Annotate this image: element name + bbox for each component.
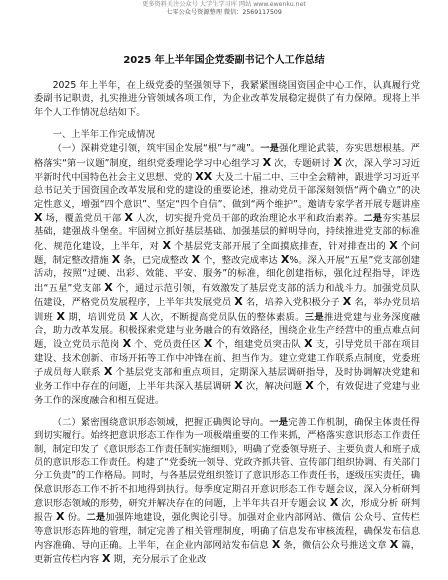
intro-paragraph: 2025 年上半年，在上级党委的坚强领导下，我紧紧围绕国资国企中心工作，认真履行党委副书记职责，扎实推进分管领域各项工作，为企业改革发展稳定提供了有力保障。现将上半年个人工作情况总结如下。: [34, 80, 420, 118]
point-marker: 一是: [269, 416, 289, 428]
document-body: [34, 79, 420, 577]
section-heading-1: 一、上半年工作完成情况: [52, 129, 155, 141]
header-source-line: 更多资料关注公众号 大学生学习库 网站 www.ewenku.net: [142, 1, 306, 8]
page-header: [0, 0, 448, 22]
document-title: 2025 年上半年国企党委副书记个人工作总结: [123, 55, 325, 66]
point-marker: 二是: [86, 512, 106, 524]
section-2-paragraph: （二）紧密围绕意识形态领域，把握正确舆论导向。一是完善工作机制，确保主体责任得到切实履行。始终把意识形态工作作为一项极端重要的工作来抓，严格落实意识形态工作责任制，制定印发了《意识形态工作责任制实施细则》，明确了党委领导班子、主要负责人和班子成员的意识形态工作责任。构建了“党委统一领导、党政齐抓共管、宣传部门组织协调、有关部门分工负责”的工作格局。同时，与各基层党组织签订了意识形态工作责任书，逐级压实责任，确保意识形态工作不折不扣地得到执行。每季度定期召开意识形态工作专题会议，深入分析研判意识形态领域的形势，研究并解决存在的问题，上半年共召开专题会议 X 次，形成分析 研判报告 X 份。二是加强阵地建设，强化舆论引导。加强对企业内部网站、微信 公众号、宣传栏等意识形态阵地的管理，制定完善了相关管理制度，明确了信息发布审核流程，确保发布信息内容准确、导向正确。上半年，在企业内部网站发布信息 X 条，微信公众号推送文章 X 篇，更新宣传栏内容 X 期，充分展示了企业改: [34, 416, 420, 566]
point-marker: 一是: [260, 143, 280, 155]
point-marker: 二是: [363, 213, 383, 225]
header-contact-line: 七零公众号资源整理 微信：2569117509: [166, 9, 282, 16]
paragraph-gap: [34, 407, 420, 416]
paragraph-gap: [34, 119, 420, 128]
section-1-paragraph: （一）深耕党建引领，筑牢国企发展“根”与“魂”。一是强化理论武装，夯实思想根基。严格落实“第一议题”制度，组织党委理论学习中心组学习 X 次，专题研讨 X 次，深入学习习近平新时代中国特色社会主义思想、党的 XX 大及二十届二中、三中全会精神，跟进学习习近平总书记关于国资国企改革发展和党的建设的重要论述，推动党员干部深刻领悟“两个确立”的决定性意义，增强“四个意识”、坚定“四个自信”、做到“两个维护”。邀请专家学者开展专题讲座 X 场，覆盖党员干部 X 人次，切实提升党员干部的政治理论水平和政治素养。二是夯实基层基础，建强战斗堡垒。牢固树立抓好基层基础、加强基层的鲜明导向，持续推进党支部的标准化、规范化建设，上半年，对 X 个基层党支部开展了全面摸底排查，针对排查出的 X 个问题，制定整改措施 X 条，已完成整改 X 个，整改完成率达 X%。深入开展“五星”党支部创建活动，按照“过硬、出彩、效能、平安、服务”的标准，细化创建指标，强化过程指导，评选出“五星”党支部 X 个，通过示范引领，有效激发了基层党支部的活力和战斗力。加强党员队伍建设，严格党员发展程序，上半年共发展党员 X 名，培养入党积极分子 X 名，举办党员培训班 X 期，培训党员 X 人次，不断提高党员队伍的整体素质。三是推进党建与业务深度融合，助力改革发展。积极探索党建与业务融合的有效路径，围绕企业生产经营中的重点难点问题，设立党员示范岗 X 个、党员责任区 X 个，组建党员突击队 X 支，引导党员干部在项目建设、技术创新、市场开拓等工作中冲锋在前、担当作为。建立党建工作联系点制度，党委班子成员每人联系 X 个基层党支部和重点项目，定期深入基层调研指导，及时协调解决党建和业务工作中存在的问题，上半年共深入基层调研 X 次，解决问题 X 个，有效促进了党建与业务工作的深度融合和相互促进。: [34, 143, 420, 406]
point-marker: 三是: [304, 311, 325, 323]
